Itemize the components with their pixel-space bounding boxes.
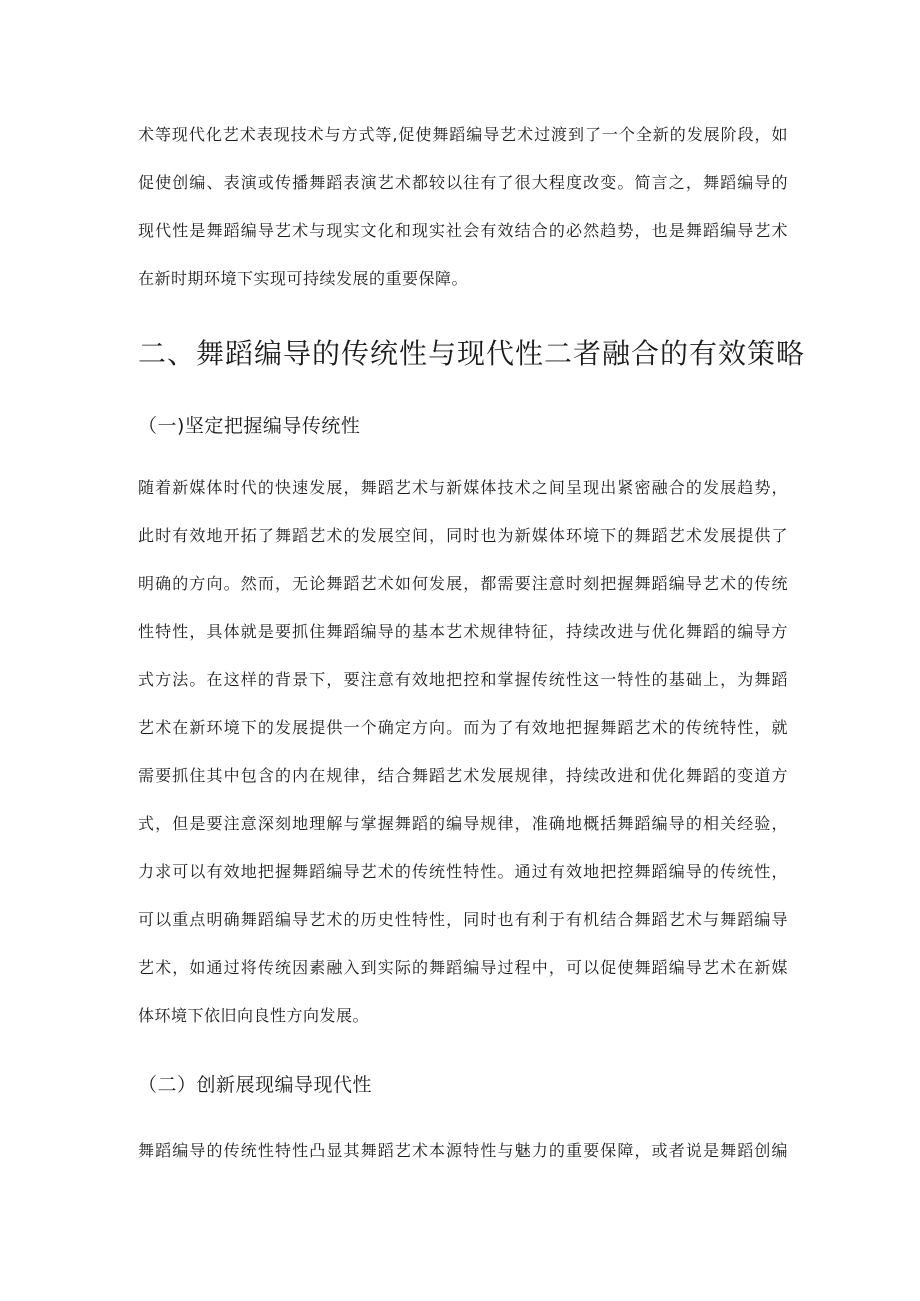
paragraph-line: 式，但是要注意深刻地理解与掌握舞蹈的编导规律，准确地概括舞蹈编导的相关经验， xyxy=(138,814,788,833)
paragraph-line: 舞蹈编导的传统性特性凸显其舞蹈艺术本源特性与魅力的重要保障，或者说是舞蹈创编 xyxy=(138,1141,788,1160)
paragraph-line: 艺术在新环境下的发展提供一个确定方向。而为了有效地把握舞蹈艺术的传统特性，就 xyxy=(138,718,788,737)
paragraph-line: 需要抓住其中包含的内在规律，结合舞蹈艺术发展规律，持续改进和优化舞蹈的变道方 xyxy=(138,766,788,785)
paragraph-line: 此时有效地开拓了舞蹈艺术的发展空间，同时也为新媒体环境下的舞蹈艺术发展提供了 xyxy=(138,526,788,545)
paragraph-line: 可以重点明确舞蹈编导艺术的历史性特性，同时也有利于有机结合舞蹈艺术与舞蹈编导 xyxy=(138,910,788,929)
paragraph-line: 艺术，如通过将传统因素融入到实际的舞蹈编导过程中，可以促使舞蹈编导艺术在新媒 xyxy=(138,958,788,977)
paragraph-line: 促使创编、表演或传播舞蹈表演艺术都较以往有了很大程度改变。简言之，舞蹈编导的 xyxy=(138,173,788,192)
paragraph-line: 力求可以有效地把握舞蹈编导艺术的传统性特性。通过有效地把控舞蹈编导的传统性， xyxy=(138,862,788,881)
paragraph-line: 术等现代化艺术表现技术与方式等,促使舞蹈编导艺术过渡到了一个全新的发展阶段，如 xyxy=(138,125,788,144)
paragraph-line: 体环境下依旧向良性方向发展。 xyxy=(138,1006,370,1025)
subsection-heading: （一)坚定把握编导传统性 xyxy=(138,415,361,437)
paragraph-line: 在新时期环境下实现可持续发展的重要保障。 xyxy=(138,269,469,288)
section-heading: 二、舞蹈编导的传统性与现代性二者融合的有效策略 xyxy=(138,337,806,370)
subsection-heading: （二）创新展现编导现代性 xyxy=(138,1074,373,1096)
paragraph-line: 随着新媒体时代的快速发展，舞蹈艺术与新媒体技术之间呈现出紧密融合的发展趋势， xyxy=(138,478,788,497)
paragraph-line: 现代性是舞蹈编导艺术与现实文化和现实社会有效结合的必然趋势，也是舞蹈编导艺术 xyxy=(138,221,788,240)
paragraph-line: 明确的方向。然而，无论舞蹈艺术如何发展，都需要注意时刻把握舞蹈编导艺术的传统 xyxy=(138,574,788,593)
paragraph-line: 性特性，具体就是要抓住舞蹈编导的基本艺术规律特征，持续改进与优化舞蹈的编导方 xyxy=(138,622,788,641)
paragraph-line: 式方法。在这样的背景下，要注意有效地把控和掌握传统性这一特性的基础上，为舞蹈 xyxy=(138,670,788,689)
